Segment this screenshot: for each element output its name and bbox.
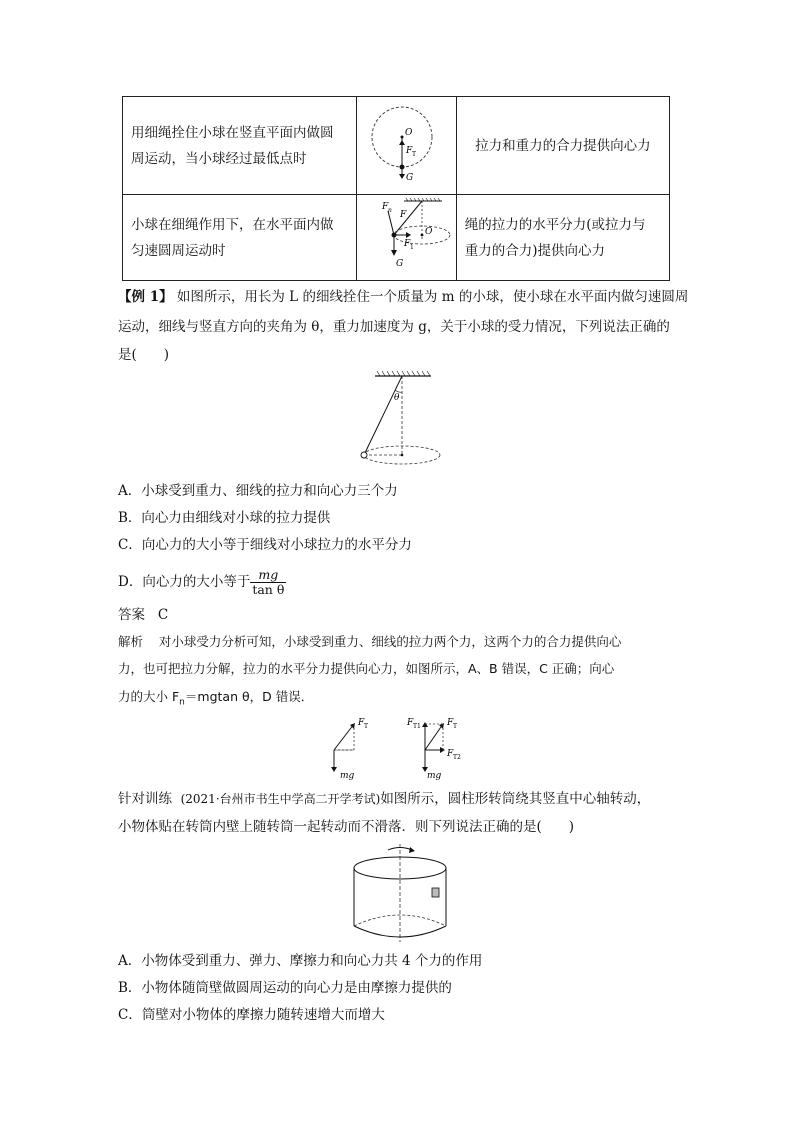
ft2-subscript: T2	[453, 754, 461, 761]
scenario-cell	[123, 97, 357, 195]
center-label: O	[425, 227, 433, 237]
ft-label: F	[358, 718, 365, 728]
ft-subscript: T	[453, 723, 458, 730]
fn-subscript: n	[388, 207, 393, 214]
answer-line	[118, 605, 168, 625]
tension-subscript: T	[412, 151, 417, 158]
answer-label: 答案	[118, 607, 145, 623]
option-a: A．小球受到重力、细线的拉力和向心力三个力	[118, 483, 398, 499]
solution-line	[118, 628, 621, 655]
practice-source: (2021·台州市书生中学高二开学考试)	[180, 792, 381, 806]
solution-line: 力，也可把拉力分解，拉力的水平分力提供向心力，如图所示，A、B 错误，C 正确；向心	[118, 661, 615, 676]
example-stem-line: 是( )	[118, 347, 170, 363]
scenario-line: 用细绳拴住小球在竖直平面内做圆	[131, 124, 334, 141]
scenario-line: 匀速圆周运动时	[131, 242, 226, 259]
option-b: B．向心力由细线对小球的拉力提供	[118, 510, 331, 526]
ft1-label: F	[407, 718, 414, 728]
option-c: C．向心力的大小等于细线对小球拉力的水平分力	[118, 537, 412, 553]
practice-option-b: B．小物体随筒壁做圆周运动的向心力是由摩擦力提供的	[118, 980, 452, 996]
solution-label: 解析	[118, 634, 144, 649]
conical-pendulum-figure	[358, 195, 454, 271]
fraction-denominator: tan θ	[252, 582, 285, 597]
option-d-text: D．向心力的大小等于	[118, 574, 251, 590]
scenario-cell	[123, 195, 357, 281]
rotating-cylinder-diagram	[340, 842, 452, 948]
practice-option-a: A．小物体受到重力、弹力、摩擦力和向心力共 4 个力的作用	[118, 953, 483, 969]
tension-label: F	[406, 146, 413, 156]
conical-pendulum-diagram	[355, 366, 455, 466]
practice-stem-line: 小物体贴在转筒内壁上随转筒一起转动而不滑落．则下列说法正确的是( )	[118, 819, 575, 835]
figure-cell	[356, 97, 456, 195]
theta-label: θ	[394, 393, 400, 403]
source-text: 拉力和重力的合力提供向心力	[475, 137, 651, 154]
source-cell	[456, 195, 669, 281]
fraction	[250, 568, 286, 597]
fraction-numerator: mg	[250, 568, 286, 583]
solution-text: ＝mgtan θ，D 错误．	[184, 689, 314, 704]
example-tag: 【例 1】	[118, 289, 173, 305]
vertical-circle-figure	[358, 97, 454, 185]
ft1-subscript: T1	[413, 723, 421, 730]
f1-subscript: 1	[410, 244, 415, 251]
mg-label: mg	[427, 771, 442, 781]
solution-text: 力的大小 F	[118, 689, 180, 704]
source-line: 重力的合力)提供向心力	[464, 242, 606, 259]
table-row	[123, 97, 670, 195]
tension-decomposition-right	[403, 712, 483, 782]
example-stem-line	[118, 287, 688, 307]
subscript: n	[179, 697, 185, 708]
solution-text: 对小球受力分析可知，小球受到重力、细线的拉力两个力，这两个力的合力提供向心	[158, 634, 622, 649]
source-line: 绳的拉力的水平分力(或拉力与	[464, 216, 646, 233]
option-d	[118, 566, 286, 598]
solution-line	[118, 683, 313, 717]
ft-label: F	[447, 718, 454, 728]
figure-cell	[356, 195, 456, 281]
ft2-label: F	[447, 749, 454, 759]
gravity-label: G	[406, 173, 414, 183]
stem-text: 如图所示，用长为 L 的细线拴住一个质量为 m 的小球，使小球在水平面内做匀速圆周	[176, 289, 689, 305]
answer-value: C	[157, 607, 169, 623]
force-analysis-table	[122, 96, 670, 281]
practice-stem-text: 如图所示，圆柱形转筒绕其竖直中心轴转动，	[380, 791, 651, 807]
example-stem-line: 运动，细线与竖直方向的夹角为 θ，重力加速度为 g，关于小球的受力情况，下列说法正确的	[118, 319, 670, 335]
scenario-line: 小球在细绳作用下，在水平面内做	[131, 216, 334, 233]
practice-option-c: C．筒壁对小物体的摩擦力随转速增大而增大	[118, 1007, 385, 1023]
tension-decomposition-left	[320, 712, 390, 782]
practice-stem-line	[118, 789, 650, 809]
table-row	[123, 195, 670, 281]
source-cell	[456, 97, 669, 195]
practice-label: 针对训练	[118, 791, 172, 807]
gravity-label: G	[396, 259, 404, 269]
center-label: O	[405, 128, 413, 138]
scenario-line: 周运动，当小球经过最低点时	[131, 150, 307, 167]
fn-label: F	[382, 202, 389, 212]
mg-label: mg	[340, 771, 355, 781]
ft-subscript: T	[364, 723, 369, 730]
f1-label: F	[404, 239, 411, 249]
tension-label: F	[400, 210, 407, 220]
